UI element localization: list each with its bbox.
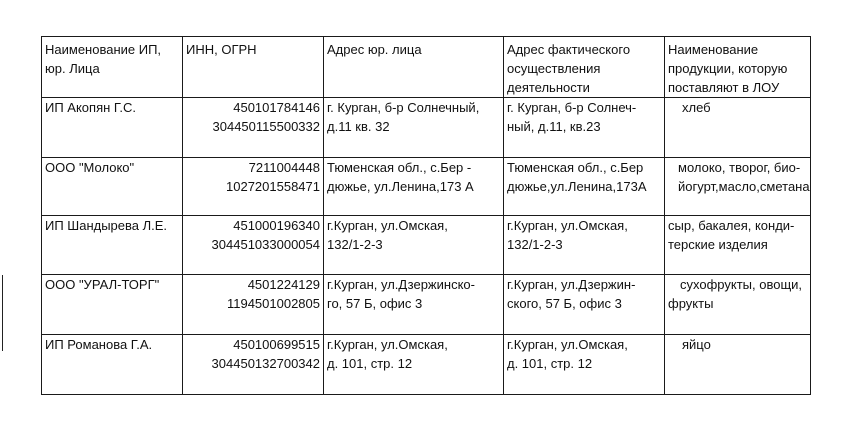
header-legal-address: Адрес юр. лица (324, 37, 504, 98)
supplier-table (41, 36, 811, 395)
header-ids: ИНН, ОГРН (183, 37, 324, 98)
actual-address: г.Курган, ул.Омская, д. 101, стр. 12 (504, 335, 665, 395)
actual-address: Тюменская обл., с.Бер дюжье,ул.Ленина,173А (504, 158, 665, 216)
ogrn-value: 304450115500332 (212, 119, 320, 134)
ogrn-value: 304451033000054 (211, 237, 320, 252)
products: сыр, бакалея, конди- терские изделия (665, 216, 811, 275)
supplier-ids (183, 158, 324, 216)
inn-value: 450101784146 (233, 100, 320, 115)
scan-edge-mark (2, 275, 3, 351)
ogrn-value: 1194501002805 (226, 296, 320, 311)
supplier-name: ИП Акопян Г.С. (42, 98, 183, 158)
header-name: Наименование ИП, юр. Лица (42, 37, 183, 98)
legal-address: г.Курган, ул.Омская, д. 101, стр. 12 (324, 335, 504, 395)
inn-value: 7211004448 (248, 160, 320, 175)
actual-address: г.Курган, ул.Омская, 132/1-2-3 (504, 216, 665, 275)
supplier-name: ИП Романова Г.А. (42, 335, 183, 395)
inn-value: 450100699515 (233, 337, 320, 352)
inn-value: 451000196340 (233, 218, 320, 233)
legal-address: г. Курган, б-р Солнечный, д.11 кв. 32 (324, 98, 504, 158)
supplier-ids (183, 275, 324, 335)
products: хлеб (665, 98, 811, 158)
supplier-name: ИП Шандырева Л.Е. (42, 216, 183, 275)
table-row (42, 158, 811, 216)
header-row (42, 37, 811, 98)
supplier-name: ООО "УРАЛ-ТОРГ" (42, 275, 183, 335)
header-actual-address: Адрес фактического осуществления деятельности (504, 37, 665, 98)
supplier-ids (183, 216, 324, 275)
ogrn-value: 304450132700342 (211, 356, 320, 371)
actual-address: г. Курган, б-р Солнеч- ный, д.11, кв.23 (504, 98, 665, 158)
products: яйцо (665, 335, 811, 395)
actual-address: г.Курган, ул.Дзержин- ского, 57 Б, офис 3 (504, 275, 665, 335)
ogrn-value: 1027201558471 (226, 179, 320, 194)
header-products: Наименование продукции, которую поставляют в ЛОУ (665, 37, 811, 98)
legal-address: г.Курган, ул.Омская, 132/1-2-3 (324, 216, 504, 275)
table-row (42, 98, 811, 158)
inn-value: 4501224129 (247, 277, 320, 292)
products: сухофрукты, овощи, фрукты (665, 275, 811, 335)
table-row (42, 216, 811, 275)
table-row (42, 275, 811, 335)
supplier-ids (183, 335, 324, 395)
products: молоко, творог, био- йогурт,масло,сметана (665, 158, 811, 216)
supplier-ids (183, 98, 324, 158)
table-row (42, 335, 811, 395)
supplier-name: ООО "Молоко" (42, 158, 183, 216)
legal-address: Тюменская обл., с.Бер - дюжье, ул.Ленина,173 А (324, 158, 504, 216)
legal-address: г.Курган, ул.Дзержинско- го, 57 Б, офис 3 (324, 275, 504, 335)
